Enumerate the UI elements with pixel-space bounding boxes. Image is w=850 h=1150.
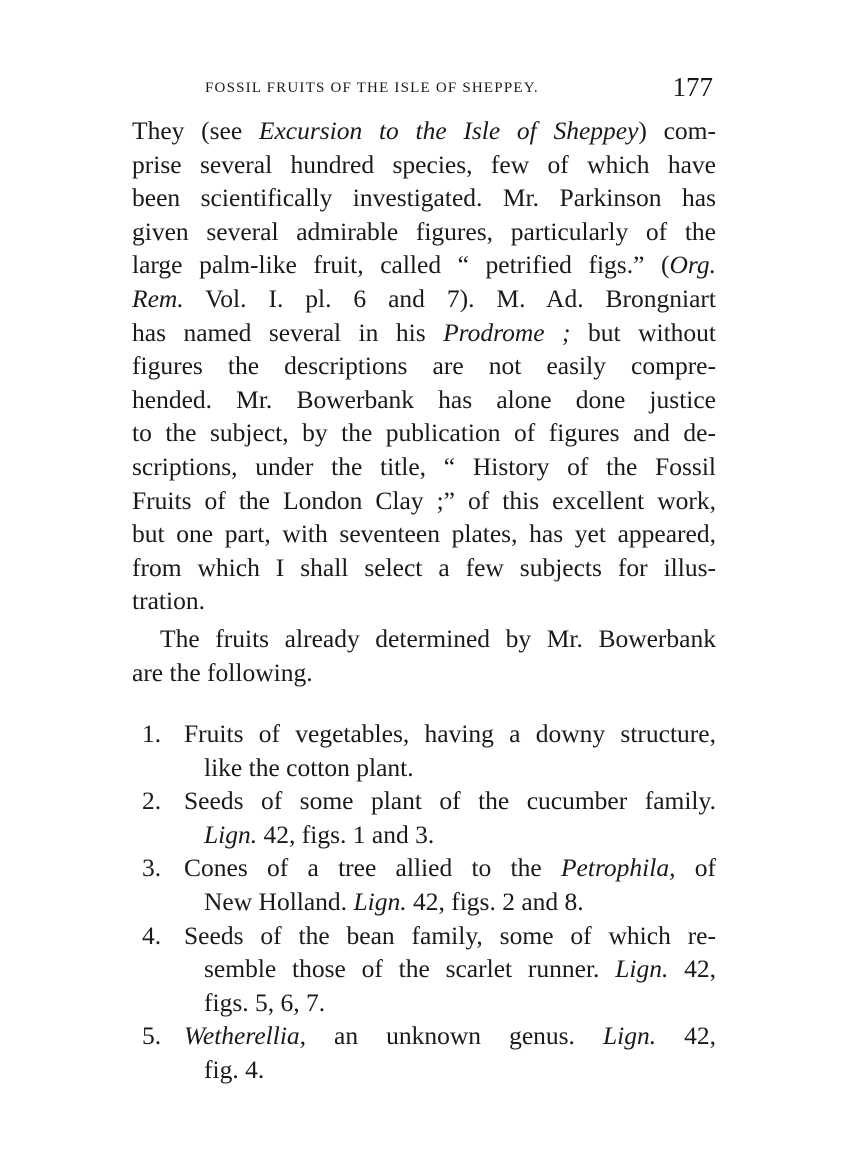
italic-title: Excursion to the Isle of Sheppey: [258, 116, 639, 145]
italic-ref: Lign.: [602, 1021, 657, 1051]
italic-ref: Lign.: [204, 819, 258, 849]
text-line: has named several in his Prodrome ; but without: [132, 317, 716, 347]
text-line: to the subject, by the publication of figures and de-: [132, 418, 716, 448]
text-line: prise several hundred species, few of which have: [132, 149, 716, 179]
text-line: Fruits of the London Clay ;” of this excellent work,: [132, 485, 716, 515]
text-line: like the cotton plant.: [204, 752, 414, 782]
running-title: FOSSIL FRUITS OF THE ISLE OF SHEPPEY.: [205, 80, 539, 96]
italic-ref: Lign.: [615, 954, 669, 984]
paragraph-2: [132, 622, 716, 689]
paragraph-1: [132, 114, 716, 618]
italic-ref: Org.: [669, 250, 716, 280]
text-line: Rem. Vol. I. pl. 6 and 7). M. Ad. Brongniart: [132, 283, 716, 313]
text-line: large palm-like fruit, called “ petrified figs.” (Org.: [132, 250, 716, 280]
text-line: hended. Mr. Bowerbank has alone done justice: [132, 384, 716, 414]
text-line: They (see Excursion to the Isle of Sheppey) com-: [132, 116, 716, 145]
text-line: figures the descriptions are not easily compre-: [132, 351, 716, 381]
text-line: fig. 4.: [204, 1054, 265, 1084]
text-line: given several admirable figures, particularly of the: [132, 216, 716, 246]
list-item: [132, 851, 716, 918]
body-text: [132, 114, 716, 689]
text-line: Fruits of vegetables, having a downy structure,: [184, 719, 716, 748]
text-line: are the following.: [132, 657, 313, 687]
list-number: 1.: [142, 719, 162, 748]
text-line: Cones of a tree allied to the Petrophila, of: [184, 853, 716, 883]
list-item: [132, 784, 716, 851]
text-line: from which I shall select a few subjects for illus-: [132, 552, 716, 582]
italic-ref: Lign.: [353, 886, 407, 916]
list-item: [132, 919, 716, 1020]
fruit-list: [132, 717, 716, 1087]
italic-ref: Rem.: [132, 283, 184, 313]
text-line: Seeds of the bean family, some of which re-: [184, 920, 716, 950]
running-head: [205, 72, 715, 106]
text-line: semble those of the scarlet runner. Lign. 42,: [204, 954, 716, 984]
text-line: but one part, with seventeen plates, has yet appeared,: [132, 519, 716, 549]
text-line: tration.: [132, 586, 205, 616]
list-item: [132, 717, 716, 784]
list-number: 4.: [142, 920, 162, 950]
text-line: figs. 5, 6, 7.: [204, 987, 326, 1017]
text-line: The fruits already determined by Mr. Bowerbank: [160, 623, 716, 653]
text-line: Lign. 42, figs. 1 and 3.: [204, 819, 435, 849]
list-item: [132, 1019, 716, 1086]
list-number: 2.: [142, 786, 162, 816]
text-line: Wetherellia, an unknown genus. Lign. 42,: [184, 1021, 716, 1051]
text-line: scriptions, under the title, “ History of the Fossil: [132, 451, 716, 481]
text-line: Seeds of some plant of the cucumber family.: [184, 786, 716, 816]
page-number: 177: [672, 72, 713, 102]
italic-genus: Petrophila,: [560, 853, 676, 883]
text-line: New Holland. Lign. 42, figs. 2 and 8.: [204, 886, 584, 916]
italic-title: Prodrome ;: [443, 317, 571, 347]
italic-genus: Wetherellia,: [184, 1021, 307, 1051]
list-number: 3.: [142, 853, 162, 883]
text-line: been scientifically investigated. Mr. Parkinson has: [132, 183, 716, 213]
list-number: 5.: [142, 1021, 162, 1051]
